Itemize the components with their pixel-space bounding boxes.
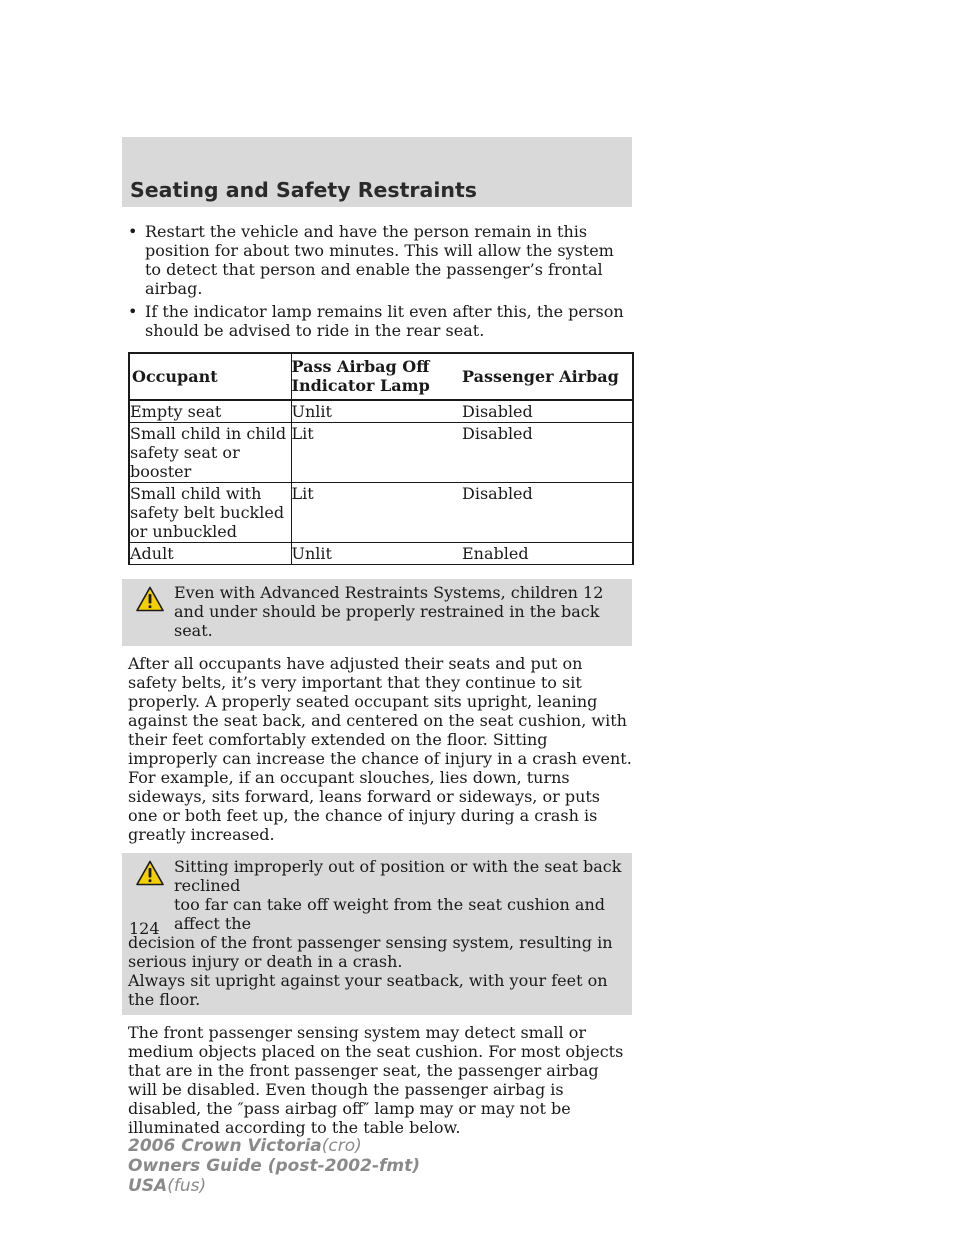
page-number: 124: [129, 919, 160, 938]
warning-triangle-icon: [136, 860, 164, 886]
table-header-indicator-lamp: Pass Airbag Off Indicator Lamp: [291, 353, 462, 400]
bullet-item: [128, 222, 632, 298]
bullet-text: If the indicator lamp remains lit even after this, the person should be advised to ride in the rear seat.: [145, 302, 624, 340]
document-footer: [128, 1136, 420, 1196]
bullet-text: Restart the vehicle and have the person remain in this position for about two minutes. This will allow the system to detect that person and enable the passenger’s frontal airbag.: [145, 222, 614, 298]
table-cell: Empty seat: [129, 400, 291, 423]
table-row: [129, 400, 633, 423]
footer-vehicle: 2006 Crown Victoria: [128, 1136, 322, 1156]
table-cell: Disabled: [462, 400, 633, 423]
footer-market: USA: [128, 1176, 168, 1196]
footer-line-1: [128, 1136, 420, 1156]
bullet-symbol: •: [128, 302, 138, 321]
footer-guide: Owners Guide (post-2002-fmt): [128, 1156, 421, 1176]
bullet-symbol: •: [128, 222, 138, 241]
section-title: Seating and Safety Restraints: [130, 178, 477, 202]
table-header-passenger-airbag: Passenger Airbag: [462, 353, 633, 400]
occupant-airbag-table: [128, 352, 634, 565]
warning-text-line2: too far can take off weight from the seat cushion and affect the: [174, 895, 606, 933]
table-cell: Lit: [291, 423, 462, 483]
warning-triangle-icon: [136, 586, 164, 612]
body-paragraph-seating: After all occupants have adjusted their seats and put on safety belts, it’s very important that they continue to sit properly. A properly seated occupant sits upright, leaning against the seat back, and centered on the seat cushion, with their feet comfortably extended on the floor. Sitting improperly can increase the chance of injury in a crash event. For example, if an occupant slouches, lies down, turns sideways, sits forward, leans forward or sideways, or puts one or both feet up, the chance of injury during a crash is greatly increased.: [128, 654, 632, 844]
table-cell: Enabled: [462, 543, 633, 565]
table-cell: Unlit: [291, 400, 462, 423]
warning-text-line1: Sitting improperly out of position or with the seat back reclined: [174, 857, 622, 895]
table-row: [129, 543, 633, 565]
table-row: [129, 483, 633, 543]
table-cell: Disabled: [462, 423, 633, 483]
page-content: [128, 222, 632, 1137]
footer-line-3: [128, 1176, 420, 1196]
body-paragraph-sensing: The front passenger sensing system may detect small or medium objects placed on the seat cushion. For most objects that are in the front passenger seat, the passenger airbag will be disabled. Even though the passenger airbag is disabled, the ″pass airbag off″ lamp may or may not be illuminated according to the table below.: [128, 1023, 624, 1137]
table-header-row: [129, 353, 633, 400]
footer-line-2: [128, 1156, 420, 1176]
warning-text-rest: decision of the front passenger sensing system, resulting in serious injury or death in a crash.: [128, 933, 613, 971]
table-cell: Adult: [129, 543, 291, 565]
warning-box-children: [122, 579, 632, 646]
table-cell: Lit: [291, 483, 462, 543]
table-row: [129, 423, 633, 483]
table-cell: Disabled: [462, 483, 633, 543]
warning-text-last: Always sit upright against your seatback, with your feet on the floor.: [128, 971, 608, 1009]
warning-box-seating-position: [122, 853, 632, 1015]
table-cell: Unlit: [291, 543, 462, 565]
bullet-item: [128, 302, 632, 340]
table-cell: Small child with safety belt buckled or unbuckled: [129, 483, 291, 543]
table-header-occupant: Occupant: [129, 353, 291, 400]
footer-market-code: (fus): [167, 1176, 207, 1196]
table-cell: Small child in child safety seat or booster: [129, 423, 291, 483]
footer-vehicle-code: (cro): [321, 1136, 362, 1156]
warning-text: Even with Advanced Restraints Systems, children 12 and under should be properly restrained in the back seat.: [174, 583, 604, 640]
